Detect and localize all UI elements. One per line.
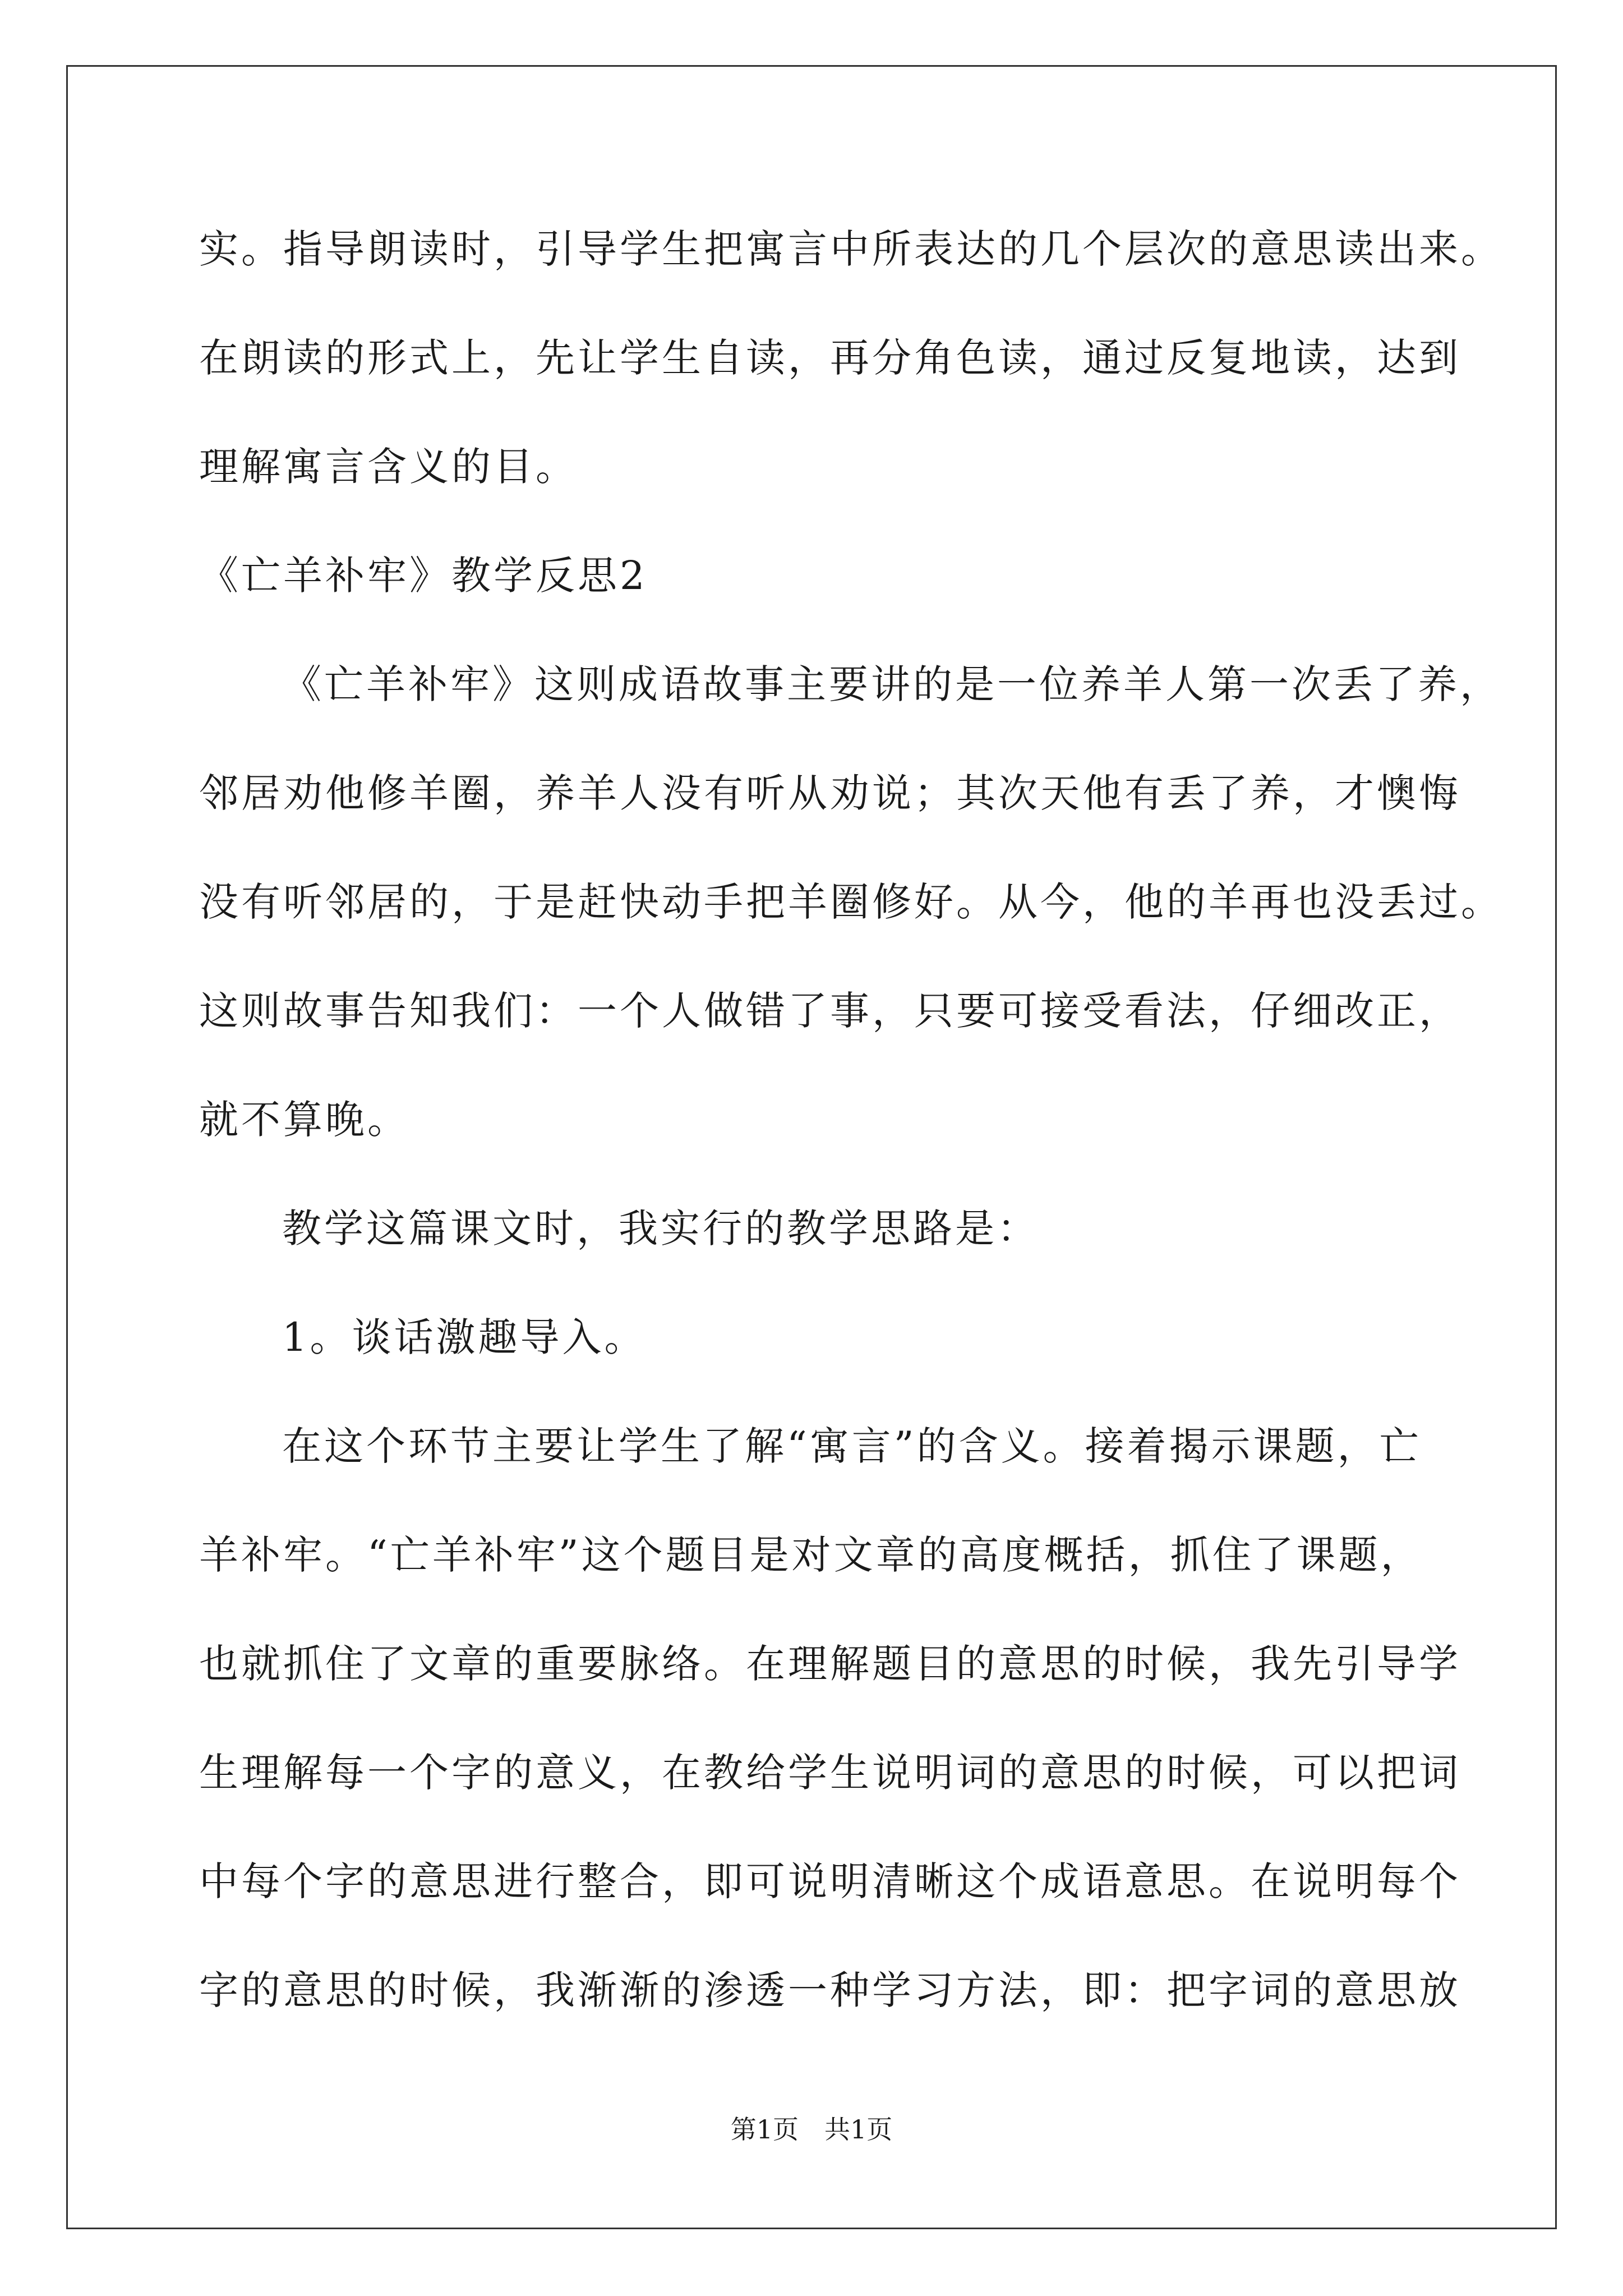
section-heading: 《亡羊补牢》教学反思2 <box>199 553 648 599</box>
text-line: 在这个环节主要让学生了解“寓言”的含义。接着揭示课题，亡 <box>282 1423 1422 1469</box>
page-footer: 第1页 共1页 <box>730 2114 893 2145</box>
text-line: 没有听邻居的，于是赶快动手把羊圈修好。从今，他的羊再也没丢过。 <box>199 879 1503 925</box>
text-line: 也就抓住了文章的重要脉络。在理解题目的意思的时候，我先引导学 <box>199 1641 1461 1687</box>
document-body <box>199 222 1503 2072</box>
text-line: 生理解每一个字的意义，在教给学生说明词的意思的时候，可以把词 <box>199 1750 1461 1796</box>
text-line: 字的意思的时候，我渐渐的渗透一种学习方法，即：把字词的意思放 <box>199 1967 1461 2013</box>
text-line: 邻居劝他修羊圈，养羊人没有听从劝说；其次天他有丢了养，才懊悔 <box>199 770 1461 816</box>
text-line: 这则故事告知我们：一个人做错了事，只要可接受看法，仔细改正， <box>199 988 1461 1034</box>
list-item: 1。谈话激趣导入。 <box>282 1314 647 1360</box>
text-line: 在朗读的形式上，先让学生自读，再分角色读，通过反复地读，达到 <box>199 335 1461 381</box>
text-line: 《亡羊补牢》这则成语故事主要讲的是一位养羊人第一次丢了养， <box>282 661 1502 707</box>
text-line: 就不算晚。 <box>199 1097 409 1143</box>
text-line: 实。指导朗读时，引导学生把寓言中所表达的几个层次的意思读出来。 <box>199 226 1503 272</box>
text-line: 教学这篇课文时，我实行的教学思路是： <box>282 1205 1039 1251</box>
text-line: 理解寓言含义的目。 <box>199 444 578 490</box>
text-line: 中每个字的意思进行整合，即可说明清晰这个成语意思。在说明每个 <box>199 1858 1461 1904</box>
text-line: 羊补牢。“亡羊补牢”这个题目是对文章的高度概括，抓住了课题， <box>199 1532 1423 1578</box>
